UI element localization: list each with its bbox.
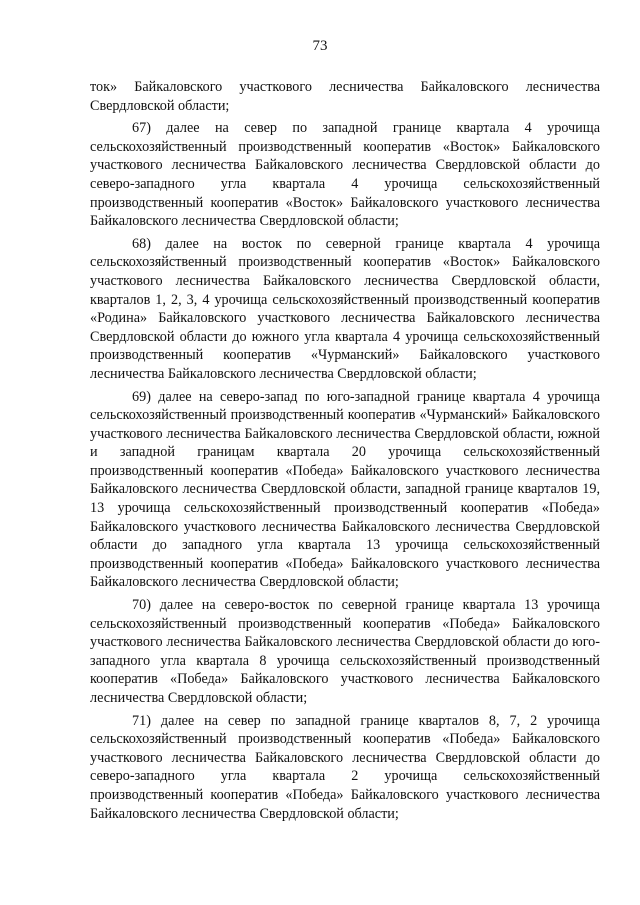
paragraph-item-68: 68) далее на восток по северной границе квартала 4 урочища сельскохозяйственный производственный кооператив «Восток» Байкаловского участкового лесничества Байкаловского лесничества Свердловской области, кварталов 1, 2, 3, 4 урочища сельскохозяйственный производственный кооператив «Родина» Байкаловского участкового лесничества Байкаловского лесничества Свердловской области до южного угла квартала 4 урочища сельскохозяйственный производственный кооператив «Чурманский» Байкаловского участкового лесничества Байкаловского лесничества Свердловской области;: [90, 235, 600, 382]
paragraph-item-67: 67) далее на север по западной границе квартала 4 урочища сельскохозяйственный производственный кооператив «Восток» Байкаловского участкового лесничества Байкаловского лесничества Свердловской области до северо-западного угла квартала 4 урочища сельскохозяйственный производственный кооператив «Восток» Байкаловского участкового лесничества Байкаловского лесничества Свердловской области;: [90, 120, 600, 230]
paragraph-continuation: ток» Байкаловского участкового лесничества Байкаловского лесничества Свердловской области;: [90, 79, 600, 114]
document-body: [90, 78, 600, 827]
paragraph-item-70: 70) далее на северо-восток по северной границе квартала 13 урочища сельскохозяйственный производственный кооператив «Победа» Байкаловского участкового лесничества Байкаловского лесничества Свердловской области до юго-западного угла квартала 8 урочища сельскохозяйственный производственный кооператив «Победа» Байкаловского участкового лесничества Байкаловского лесничества Свердловской области;: [90, 597, 600, 706]
paragraph-item-71: 71) далее на север по западной границе кварталов 8, 7, 2 урочища сельскохозяйственный производственный кооператив «Победа» Байкаловского участкового лесничества Байкаловского лесничества Свердловской области до северо-западного угла квартала 2 урочища сельскохозяйственный производственный кооператив «Победа» Байкаловского участкового лесничества Байкаловского лесничества Свердловской области;: [90, 712, 600, 822]
paragraph-item-69: 69) далее на северо-запад по юго-западной границе квартала 4 урочища сельскохозяйственный производственный кооператив «Чурманский» Байкаловского участкового лесничества Байкаловского лесничества Свердловской области, южной и западной границам квартала 20 урочища сельскохозяйственный производственный кооператив «Победа» Байкаловского участкового лесничества Байкаловского лесничества Свердловской области, западной границе кварталов 19, 13 урочища сельскохозяйственный производственный кооператив «Победа» Байкаловского участкового лесничества Байкаловского лесничества Свердловской области до западного угла квартала 13 урочища сельскохозяйственный производственный кооператив «Победа» Байкаловского участкового лесничества Байкаловского лесничества Свердловской области;: [90, 388, 600, 591]
page-number: 73: [312, 38, 328, 54]
